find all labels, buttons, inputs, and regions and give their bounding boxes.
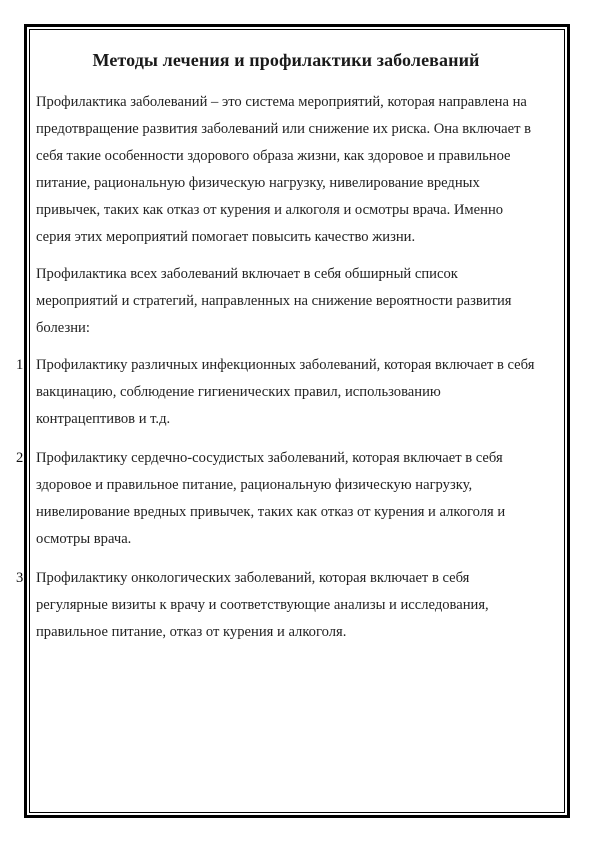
list-item-text: Профилактику различных инфекционных заболеваний, которая включает в себя вакцинацию, соблюдение гигиенических правил, использованию контрацептивов и т.д. bbox=[36, 357, 535, 427]
list-item bbox=[16, 352, 536, 433]
paragraph-list-lead: Профилактика всех заболеваний включает в себя обширный список мероприятий и стратегий, направленных на снижение вероятности развития болезни: bbox=[36, 266, 512, 336]
document-title: Методы лечения и профилактики заболеваний bbox=[92, 50, 480, 70]
list-item bbox=[16, 445, 536, 553]
list-item-number: 1 bbox=[16, 357, 24, 373]
list-item-text: Профилактику сердечно-сосудистых заболеваний, которая включает в себя здоровое и правильное питание, рациональную физическую нагрузку, нивелирование вредных привычек, таких как отказ от курения и алкоголя и осмотры врача. bbox=[36, 450, 506, 547]
list-item bbox=[16, 565, 536, 646]
list-item-number: 3 bbox=[16, 570, 24, 586]
list-item-text: Профилактику онкологических заболеваний, которая включает в себя регулярные визиты к врачу и соответствующие анализы и исследования, правильное питание, отказ от курения и алкоголя. bbox=[36, 570, 489, 640]
list-item-number: 2 bbox=[16, 450, 24, 466]
document-content bbox=[16, 50, 536, 658]
paragraph-intro: Профилактика заболеваний – это система мероприятий, которая направлена на предотвращение развития заболеваний или снижение их риска. Она включает в себя такие особенности здорового образа жизни, как здоровое и правильное питание, рациональную физическую нагрузку, нивелирование вредных привычек, таких как отказ от курения и алкоголя и осмотры врача. Именно серия этих мероприятий помогает повысить качество жизни. bbox=[36, 94, 532, 245]
numbered-list bbox=[16, 352, 536, 646]
